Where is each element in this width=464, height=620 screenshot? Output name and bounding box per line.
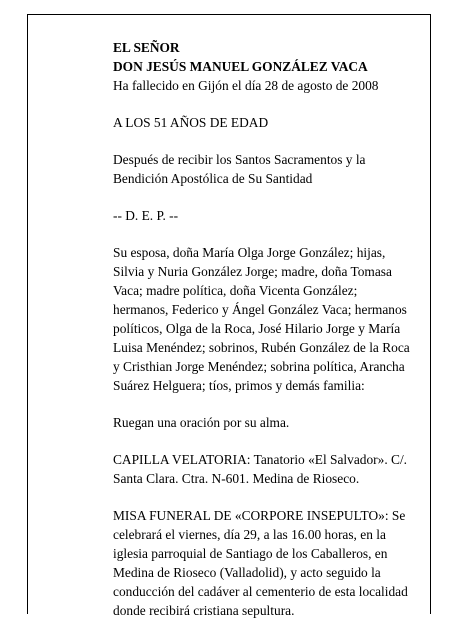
family-line: Silvia y Nuria González Jorge; madre, doña Tomasa — [113, 264, 392, 279]
funeral-paragraph — [113, 506, 423, 620]
sacraments-line: Bendición Apostólica de Su Santidad — [113, 171, 313, 186]
funeral-line: conducción del cadáver al cementerio de esta localidad — [113, 584, 408, 599]
family-line: Luisa Menéndez; sobrinos, Rubén González de la Roca — [113, 340, 410, 355]
prayer-line: Ruegan una oración por su alma. — [113, 415, 290, 430]
honorific-line: EL SEÑOR — [113, 40, 180, 55]
chapel-line: CAPILLA VELATORIA: Tanatorio «El Salvador». C/. — [113, 452, 408, 467]
funeral-line: iglesia parroquial de Santiago de los Caballeros, en — [113, 546, 388, 561]
family-paragraph — [113, 243, 423, 395]
funeral-line: donde recibirá cristiana sepultura. — [113, 603, 295, 618]
family-line: Su esposa, doña María Olga Jorge González; hijas, — [113, 245, 386, 260]
dep-line: -- D. E. P. -- — [113, 208, 179, 223]
family-line: Suárez Helguera; tíos, primos y demás familia: — [113, 378, 365, 393]
funeral-line: Medina de Rioseco (Valladolid), y acto seguido la — [113, 565, 381, 580]
family-line: hermanos, Federico y Ángel González Vaca; hermanos — [113, 302, 407, 317]
sacraments-line: Después de recibir los Santos Sacramentos y la — [113, 152, 366, 167]
age-line: A LOS 51 AÑOS DE EDAD — [113, 115, 269, 130]
death-notice: Ha fallecido en Gijón el día 28 de agosto de 2008 — [113, 78, 379, 93]
funeral-line: MISA FUNERAL DE «CORPORE INSEPULTO»: Se — [113, 508, 406, 523]
sacraments-paragraph — [113, 150, 423, 188]
chapel-line: Santa Clara. Ctra. N-601. Medina de Rioseco. — [113, 471, 360, 486]
family-line: y Cristhian Jorge Menéndez; sobrina política, Arancha — [113, 359, 405, 374]
chapel-paragraph — [113, 450, 423, 488]
family-line: políticos, Olga de la Roca, José Hilario Jorge y María — [113, 321, 401, 336]
family-line: Vaca; madre política, doña Vicenta González; — [113, 283, 358, 298]
obituary-text — [113, 38, 423, 620]
deceased-name: DON JESÚS MANUEL GONZÁLEZ VACA — [113, 59, 368, 74]
funeral-line: celebrará el viernes, día 29, a las 16.00 horas, en la — [113, 527, 386, 542]
